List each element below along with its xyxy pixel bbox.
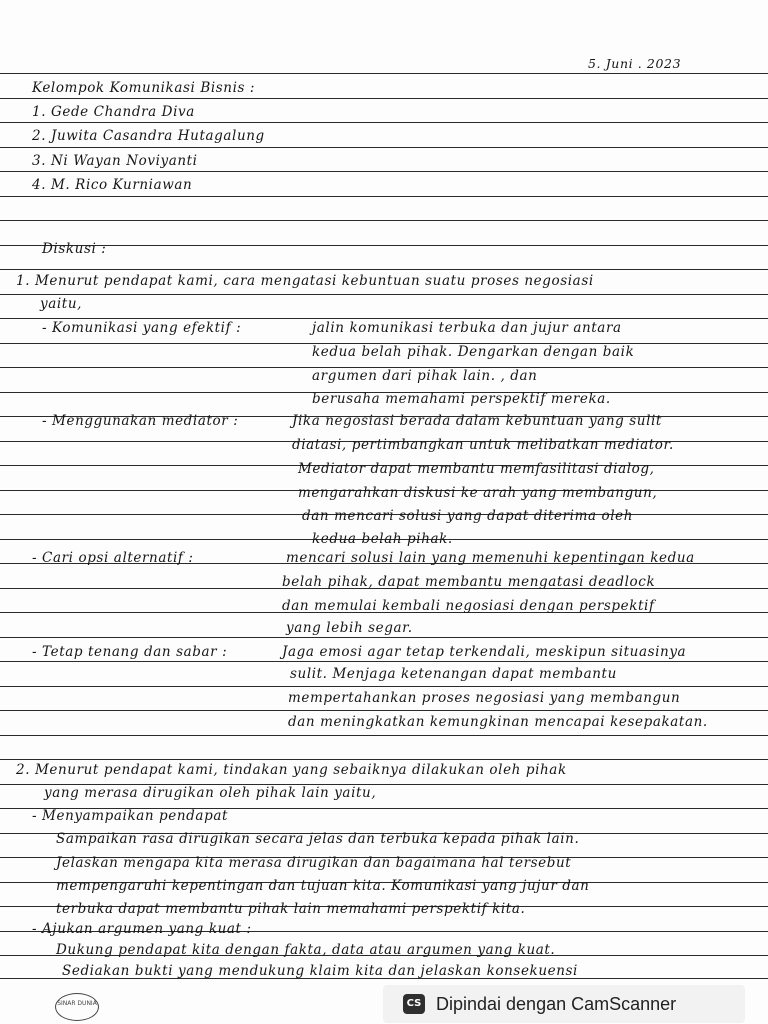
ruled-line <box>0 196 768 197</box>
ruled-line <box>0 637 768 638</box>
camscanner-text: Dipindai dengan CamScanner <box>436 994 677 1014</box>
point-text-line: diatasi, pertimbangkan untuk melibatkan mediator. <box>292 437 674 453</box>
point-text-line: Jaga emosi agar tetap terkendali, meskipun situasinya <box>282 644 687 660</box>
ruled-line <box>0 759 768 760</box>
ruled-line <box>0 661 768 662</box>
discussion-heading: Diskusi : <box>42 241 107 257</box>
point-text-line: mencari solusi lain yang memenuhi kepentingan kedua <box>286 550 695 566</box>
point-text-line: Dukung pendapat kita dengan fakta, data atau argumen yang kuat. <box>56 942 556 958</box>
member-item: 2. Juwita Casandra Hutagalung <box>32 128 265 144</box>
point-text-line: kedua belah pihak. <box>312 531 453 547</box>
ruled-line <box>0 269 768 270</box>
point-label: - Menyampaikan pendapat <box>32 808 228 824</box>
answer-2-line: yang merasa dirugikan oleh pihak lain yaitu, <box>44 785 377 801</box>
point-text-line: mengarahkan diskusi ke arah yang membangun, <box>298 485 658 501</box>
answer-1-line: 1. Menurut pendapat kami, cara mengatasi kebuntuan suatu proses negosiasi <box>16 273 594 289</box>
point-text-line: dan memulai kembali negosiasi dengan perspektif <box>282 598 655 614</box>
group-title: Kelompok Komunikasi Bisnis : <box>32 80 256 96</box>
point-text-line: berusaha memahami perspektif mereka. <box>312 391 611 407</box>
point-text-line: yang lebih segar. <box>286 620 413 636</box>
point-text-line: Mediator dapat membantu memfasilitasi dialog, <box>298 461 655 477</box>
point-text-line: dan meningkatkan kemungkinan mencapai kesepakatan. <box>288 714 708 730</box>
point-text-line: Sampaikan rasa dirugikan secara jelas dan terbuka kepada pihak lain. <box>56 831 580 847</box>
ruled-line <box>0 98 768 99</box>
ruled-line <box>0 318 768 319</box>
ruled-line <box>0 73 768 74</box>
member-item: 3. Ni Wayan Noviyanti <box>32 153 198 169</box>
member-item: 1. Gede Chandra Diva <box>32 104 195 120</box>
point-text-line: terbuka dapat membantu pihak lain memahami perspektif kita. <box>56 901 526 917</box>
point-label: - Menggunakan mediator : <box>42 413 239 429</box>
ruled-line <box>0 147 768 148</box>
point-text-line: Jelaskan mengapa kita merasa dirugikan dan bagaimana hal tersebut <box>56 855 572 871</box>
point-text-line: Jika negosiasi berada dalam kebuntuan yang sulit <box>292 413 662 429</box>
ruled-line <box>0 122 768 123</box>
date-text: 5. Juni . 2023 <box>588 56 682 71</box>
camscanner-logo-icon: CS <box>403 994 425 1014</box>
point-label: - Tetap tenang dan sabar : <box>32 644 228 660</box>
point-label: - Ajukan argumen yang kuat : <box>32 921 252 937</box>
point-text-line: argumen dari pihak lain. , dan <box>312 368 538 384</box>
point-text-line: Sediakan bukti yang mendukung klaim kita dan jelaskan konsekuensi <box>62 963 578 979</box>
ruled-line <box>0 245 768 246</box>
ruled-line <box>0 171 768 172</box>
point-text-line: belah pihak, dapat membantu mengatasi deadlock <box>282 574 656 590</box>
ruled-line <box>0 220 768 221</box>
member-item: 4. M. Rico Kurniawan <box>32 177 193 193</box>
point-text-line: jalin komunikasi terbuka dan jujur antara <box>312 320 622 336</box>
ruled-line <box>0 686 768 687</box>
point-text-line: dan mencari solusi yang dapat diterima oleh <box>302 508 634 524</box>
point-label: - Cari opsi alternatif : <box>32 550 194 566</box>
notebook-brand-stamp: SINAR DUNIA <box>55 993 99 1021</box>
point-text-line: kedua belah pihak. Dengarkan dengan baik <box>312 344 635 360</box>
ruled-line <box>0 294 768 295</box>
answer-1-line: yaitu, <box>40 296 83 312</box>
answer-2-line: 2. Menurut pendapat kami, tindakan yang sebaiknya dilakukan oleh pihak <box>16 762 567 778</box>
ruled-line <box>0 735 768 736</box>
point-text-line: mempengaruhi kepentingan dan tujuan kita. Komunikasi yang jujur dan <box>56 878 590 894</box>
ruled-line <box>0 710 768 711</box>
point-text-line: sulit. Menjaga ketenangan dapat membantu <box>290 666 617 682</box>
point-label: - Komunikasi yang efektif : <box>42 320 242 336</box>
point-text-line: mempertahankan proses negosiasi yang membangun <box>288 690 681 706</box>
